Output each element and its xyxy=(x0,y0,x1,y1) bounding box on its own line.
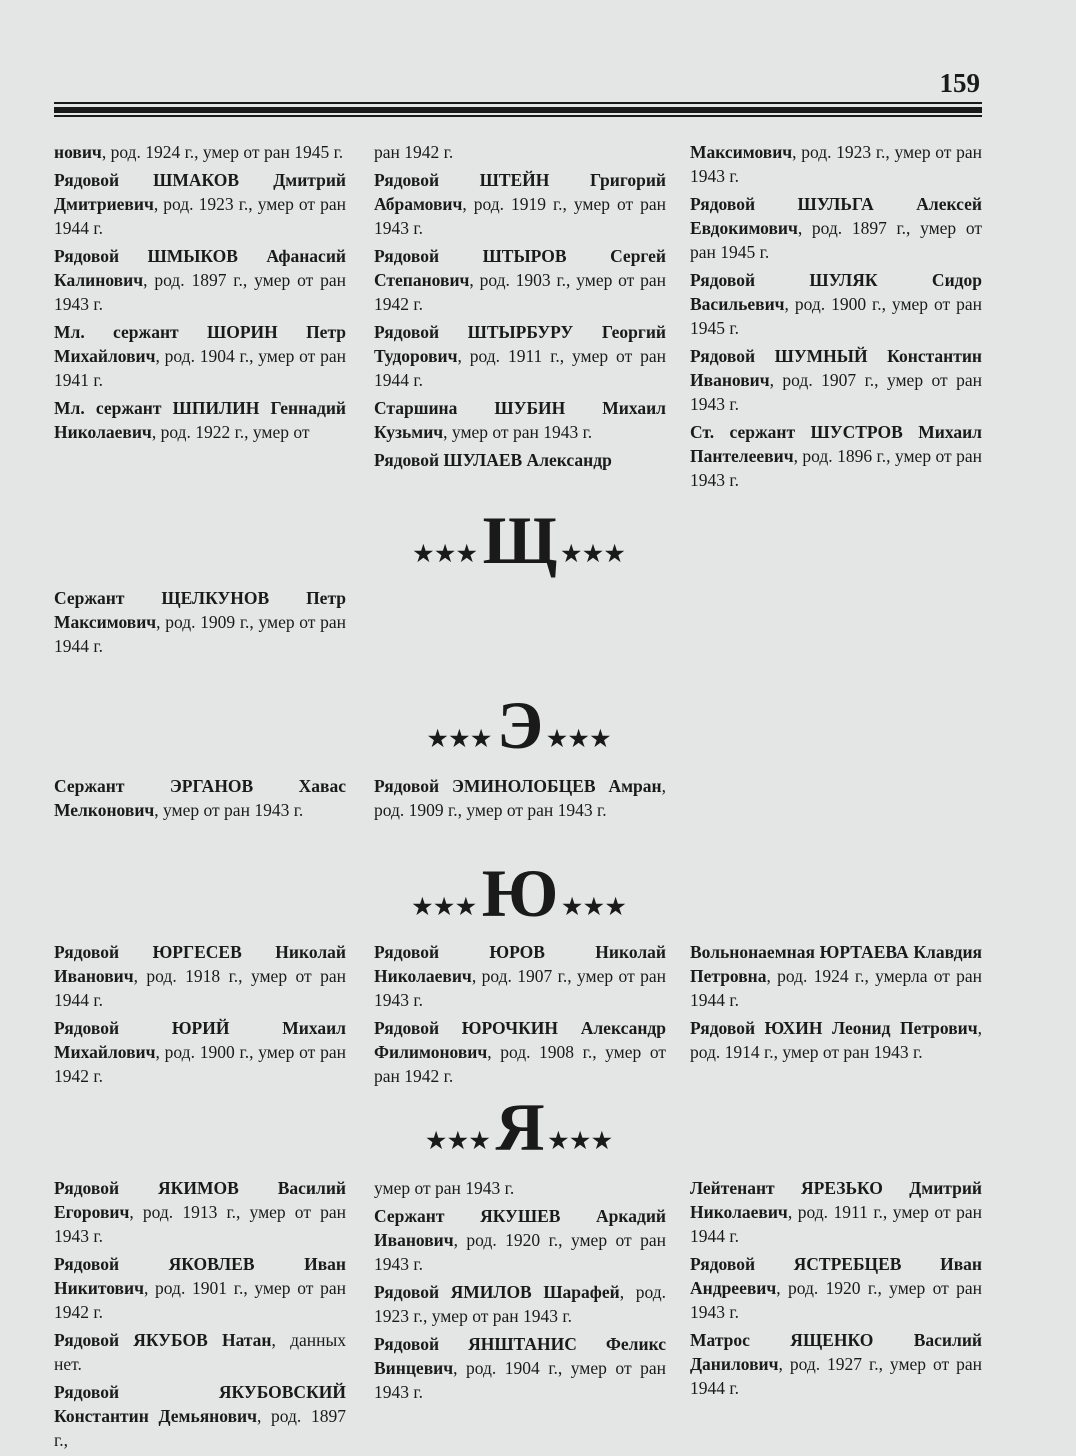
column xyxy=(374,140,666,476)
entry-details: , род. 1924 г., умерла от ран 1944 г. xyxy=(690,966,982,1010)
stars-ornament: ★★★ xyxy=(427,726,493,751)
person-name: Рядовой ЯНШТАНИС Феликс Винцевич xyxy=(374,1334,666,1378)
stars-ornament: ★★★ xyxy=(413,541,479,566)
memorial-entry xyxy=(374,140,666,164)
entry-details: , род. 1920 г., умер от ран 1943 г. xyxy=(374,1230,666,1274)
page-number: 159 xyxy=(939,68,980,98)
memorial-entry xyxy=(374,940,666,1012)
entry-details: , род. 1924 г., умер от ран 1945 г. xyxy=(101,142,344,162)
entry-details: , род. 1922 г., умер от xyxy=(151,422,310,442)
stars-ornament: ★★★ xyxy=(426,1128,492,1153)
entry-details: , род. 1904 г., умер от ран 1941 г. xyxy=(54,346,346,390)
memorial-entry xyxy=(690,420,982,492)
memorial-entry xyxy=(374,1332,666,1404)
column xyxy=(54,940,346,1092)
entry-details: , род. 1908 г., умер от ран 1942 г. xyxy=(374,1042,666,1086)
letter-heading-shch xyxy=(54,502,986,578)
person-name: Рядовой ЮРОЧКИН Александр Филимонович xyxy=(374,1018,666,1062)
memorial-entry xyxy=(54,1252,346,1324)
column xyxy=(690,940,982,1068)
column xyxy=(374,940,666,1092)
person-name: Рядовой ЯКУБОВ Натан xyxy=(54,1330,272,1350)
person-name: Сержант ЩЕЛКУНОВ Петр Максимович xyxy=(54,588,346,632)
memorial-entry xyxy=(54,1380,346,1452)
person-name: Рядовой ЯКУБОВСКИЙ Константин Демьянович xyxy=(54,1382,346,1426)
person-name: Рядовой ЮРОВ Николай Николаевич xyxy=(374,942,666,986)
column xyxy=(54,140,346,448)
stars-ornament: ★★★ xyxy=(548,1128,614,1153)
section-letter: Ю xyxy=(481,855,559,931)
memorial-entry xyxy=(690,940,982,1012)
person-name: Ст. сержант ШУСТРОВ Михаил Пантелеевич xyxy=(690,422,982,466)
header-rule xyxy=(54,102,982,118)
stars-ornament: ★★★ xyxy=(412,894,478,919)
memorial-entry xyxy=(54,244,346,316)
person-name: Мл. сержант ШПИЛИН Геннадий Николаевич xyxy=(54,398,346,442)
entry-details: , род. 1904 г., умер от ран 1943 г. xyxy=(374,1358,666,1402)
memorial-entry xyxy=(374,320,666,392)
person-name: Рядовой ЯСТРЕБЦЕВ Иван Андреевич xyxy=(690,1254,982,1298)
entry-details: , род. 1923 г., умер от ран 1944 г. xyxy=(54,194,346,238)
person-name: Рядовой ЮРИЙ Михаил Михайлович xyxy=(54,1018,346,1062)
entry-details: , род. 1920 г., умер от ран 1943 г. xyxy=(690,1278,982,1322)
section-letter: Э xyxy=(496,687,544,763)
person-name: Рядовой ШУЛЯК Сидор Васильевич xyxy=(690,270,982,314)
person-name: Вольнонаемная ЮРТАЕВА Клавдия Петровна xyxy=(690,942,982,986)
memorial-entry xyxy=(374,1280,666,1328)
entry-details: , род. 1896 г., умер от ран 1943 г. xyxy=(690,446,982,490)
person-name: Рядовой ШТЫРБУРУ Георгий Тудорович xyxy=(374,322,666,366)
person-name: Рядовой ШТЕЙН Григорий Абрамович xyxy=(374,170,666,214)
entry-details: , род. 1913 г., умер от ран 1943 г. xyxy=(54,1202,346,1246)
entry-details: , род. 1911 г., умер от ран 1944 г. xyxy=(374,346,666,390)
person-name: Рядовой ЯМИЛОВ Шарафей xyxy=(374,1282,620,1302)
memorial-entry xyxy=(374,244,666,316)
column xyxy=(54,774,346,826)
entry-details: , род. 1909 г., умер от ран 1943 г. xyxy=(374,776,666,820)
entry-details: , род. 1900 г., умер от ран 1945 г. xyxy=(690,294,982,338)
memorial-entry xyxy=(374,168,666,240)
memorial-entry xyxy=(374,1176,666,1200)
memorial-entry xyxy=(374,1016,666,1088)
memorial-entry xyxy=(374,774,666,822)
entry-details: , род. 1918 г., умер от ран 1944 г. xyxy=(54,966,346,1010)
person-name: Рядовой ШТЫРОВ Сергей Степанович xyxy=(374,246,666,290)
entry-details: , род. 1927 г., умер от ран 1944 г. xyxy=(690,1354,982,1398)
person-name: нович xyxy=(54,142,102,162)
entry-details: , умер от ран 1943 г. xyxy=(443,422,593,442)
person-name: Рядовой ЮРГЕСЕВ Николай Иванович xyxy=(54,942,346,986)
person-name: Сержант ЯКУШЕВ Аркадий Иванович xyxy=(374,1206,666,1250)
entry-details: , род. 1923 г., умер от ран 1943 г. xyxy=(690,142,982,186)
memorial-entry xyxy=(690,1252,982,1324)
letter-heading-e xyxy=(54,687,986,763)
person-name: Старшина ШУБИН Михаил Кузьмич xyxy=(374,398,666,442)
person-name: Матрос ЯЩЕНКО Василий Данилович xyxy=(690,1330,982,1374)
person-name: Рядовой ЭМИНОЛОБЦЕВ Амран xyxy=(374,776,662,796)
entry-details: , род. 1901 г., умер от ран 1942 г. xyxy=(54,1278,346,1322)
column xyxy=(690,140,982,496)
memorial-entry xyxy=(690,192,982,264)
entry-details: , данных нет. xyxy=(54,1330,346,1374)
person-name: Сержант ЭРГАНОВ Хавас Мелконович xyxy=(54,776,346,820)
memorial-entry xyxy=(690,140,982,188)
column xyxy=(690,1176,982,1404)
entry-details: , род. 1897 г., умер от ран 1943 г. xyxy=(54,270,346,314)
stars-ornament: ★★★ xyxy=(561,541,627,566)
memorial-entry xyxy=(690,344,982,416)
person-name: Рядовой ШУЛАЕВ Александр xyxy=(374,450,612,470)
person-name: Рядовой ШМЫКОВ Афанасий Калинович xyxy=(54,246,346,290)
memorial-entry xyxy=(54,940,346,1012)
entry-details: , род. 1923 г., умер от ран 1943 г. xyxy=(374,1282,666,1326)
person-name: Рядовой ШУМНЫЙ Константин Иванович xyxy=(690,346,982,390)
memorial-entry xyxy=(54,1328,346,1376)
stars-ornament: ★★★ xyxy=(562,894,628,919)
column xyxy=(54,1176,346,1456)
entry-details: ран 1942 г. xyxy=(374,142,454,162)
person-name: Рядовой ШМАКОВ Дмитрий Дмитриевич xyxy=(54,170,346,214)
memorial-entry xyxy=(690,1328,982,1400)
memorial-entry xyxy=(54,396,346,444)
person-name: Рядовой ЯКИМОВ Василий Егорович xyxy=(54,1178,346,1222)
entry-details: , умер от ран 1943 г. xyxy=(154,800,304,820)
entry-details: , род. 1897 г., умер от ран 1945 г. xyxy=(690,218,982,262)
memorial-entry xyxy=(54,168,346,240)
memorial-entry xyxy=(54,320,346,392)
person-name: Лейтенант ЯРЕЗЬКО Дмитрий Николаевич xyxy=(690,1178,982,1222)
person-name: Рядовой ШУЛЬГА Алексей Евдокимович xyxy=(690,194,982,238)
letter-heading-ya xyxy=(54,1089,986,1165)
column xyxy=(54,586,346,662)
entry-details: , род. 1911 г., умер от ран 1944 г. xyxy=(690,1202,982,1246)
memorial-entry xyxy=(374,396,666,444)
memorial-entry xyxy=(690,1176,982,1248)
entry-details: , род. 1907 г., умер от ран 1943 г. xyxy=(690,370,982,414)
stars-ornament: ★★★ xyxy=(547,726,613,751)
entry-details: , род. 1903 г., умер от ран 1942 г. xyxy=(374,270,666,314)
letter-heading-yu xyxy=(54,855,986,931)
section-letter: Я xyxy=(495,1089,545,1165)
section-letter: Щ xyxy=(482,502,558,578)
entry-details: , род. 1909 г., умер от ран 1944 г. xyxy=(54,612,346,656)
entry-details: , род. 1914 г., умер от ран 1943 г. xyxy=(690,1018,982,1062)
memorial-entry xyxy=(374,1204,666,1276)
memorial-entry xyxy=(54,1176,346,1248)
entry-details: , род. 1907 г., умер от ран 1943 г. xyxy=(374,966,666,1010)
column xyxy=(374,1176,666,1408)
memorial-entry xyxy=(54,1016,346,1088)
memorial-entry xyxy=(690,268,982,340)
person-name: Рядовой ЯКОВЛЕВ Иван Никитович xyxy=(54,1254,346,1298)
person-name: Мл. сержант ШОРИН Петр Михайлович xyxy=(54,322,346,366)
column xyxy=(374,774,666,826)
entry-details: , род. 1900 г., умер от ран 1942 г. xyxy=(54,1042,346,1086)
person-name: Максимович xyxy=(690,142,793,162)
memorial-entry xyxy=(690,1016,982,1064)
memorial-entry xyxy=(54,140,346,164)
memorial-entry xyxy=(54,774,346,822)
memorial-entry xyxy=(374,448,666,472)
entry-details: , род. 1897 г., xyxy=(54,1406,346,1450)
person-name: Рядовой ЮХИН Леонид Петрович xyxy=(690,1018,978,1038)
entry-details: , род. 1919 г., умер от ран 1943 г. xyxy=(374,194,666,238)
entry-details: умер от ран 1943 г. xyxy=(374,1178,515,1198)
memorial-entry xyxy=(54,586,346,658)
